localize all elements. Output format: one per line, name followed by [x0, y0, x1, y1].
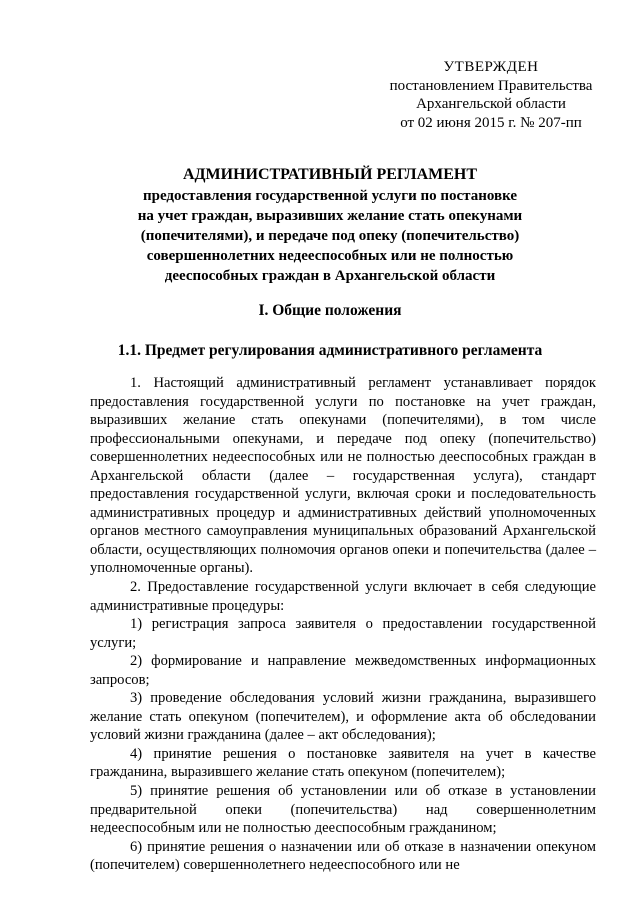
paragraph: 4) принятие решения о постановке заявителя на учет в качестве гражданина, выразившего желание стать опекуном (попечителем); — [90, 745, 596, 781]
title-line: на учет граждан, выразивших желание стать опекунами — [137, 208, 523, 224]
paragraph: 1. Настоящий административный регламент устанавливает порядок предоставления государственной услуги по постановке на учет граждан, выразивших желание стать опекунами (попечителями), в том числе профессиональными опекунами, и передаче под опеку (попечительство) совершеннолетних недееспособных или не полностью дееспособных граждан в Архангельской области (далее – государственная услуга), стандарт предоставления государственной услуги, включая сроки и последовательность административных процедур и административных действий уполномоченных органов местного самоуправления муниципальных образований Архангельской области, осуществляющих полномочия органов опеки и попечительства (далее – уполномоченные органы). — [90, 375, 596, 577]
subsection-heading: 1.1. Предмет регулирования административного регламента — [117, 342, 543, 359]
approval-line-2: Архангельской области — [416, 96, 566, 112]
approval-heading: УТВЕРЖДЕН — [443, 59, 539, 75]
document-body — [90, 374, 596, 875]
approval-stamp — [380, 58, 602, 132]
section-heading: I. Общие положения — [258, 302, 402, 319]
approval-line-3: от 02 июня 2015 г. № 207-пп — [400, 114, 582, 131]
paragraph: 5) принятие решения об установлении или об отказе в установлении предварительной опеки (попечительства) над совершеннолетним недееспособным или не полностью дееспособным гражданином; — [90, 783, 596, 837]
paragraph: 1) регистрация запроса заявителя о предоставлении государственной услуги; — [90, 616, 596, 651]
title-line: совершеннолетних недееспособных или не полностью — [146, 248, 514, 264]
document-title — [96, 165, 564, 286]
paragraph: 3) проведение обследования условий жизни гражданина, выразившего желание стать опекуном (попечителем), и оформление акта об обследовании условий жизни гражданина (далее – акт обследования); — [90, 690, 596, 744]
approval-line-1: постановлением Правительства — [389, 77, 593, 94]
title-main: АДМИНИСТРАТИВНЫЙ РЕГЛАМЕНТ — [182, 166, 478, 183]
title-line: (попечителями), и передаче под опеку (попечительство) — [140, 228, 520, 244]
paragraph: 2. Предоставление государственной услуги включает в себя следующие административные процедуры: — [90, 579, 596, 614]
paragraph: 6) принятие решения о назначении или об отказе в назначении опекуном (попечителем) совершеннолетнего недееспособного или не — [90, 838, 596, 874]
title-line: дееспособных граждан в Архангельской области — [164, 268, 496, 284]
title-line: предоставления государственной услуги по постановке — [142, 188, 518, 204]
paragraph: 2) формирование и направление межведомственных информационных запросов; — [90, 653, 596, 688]
